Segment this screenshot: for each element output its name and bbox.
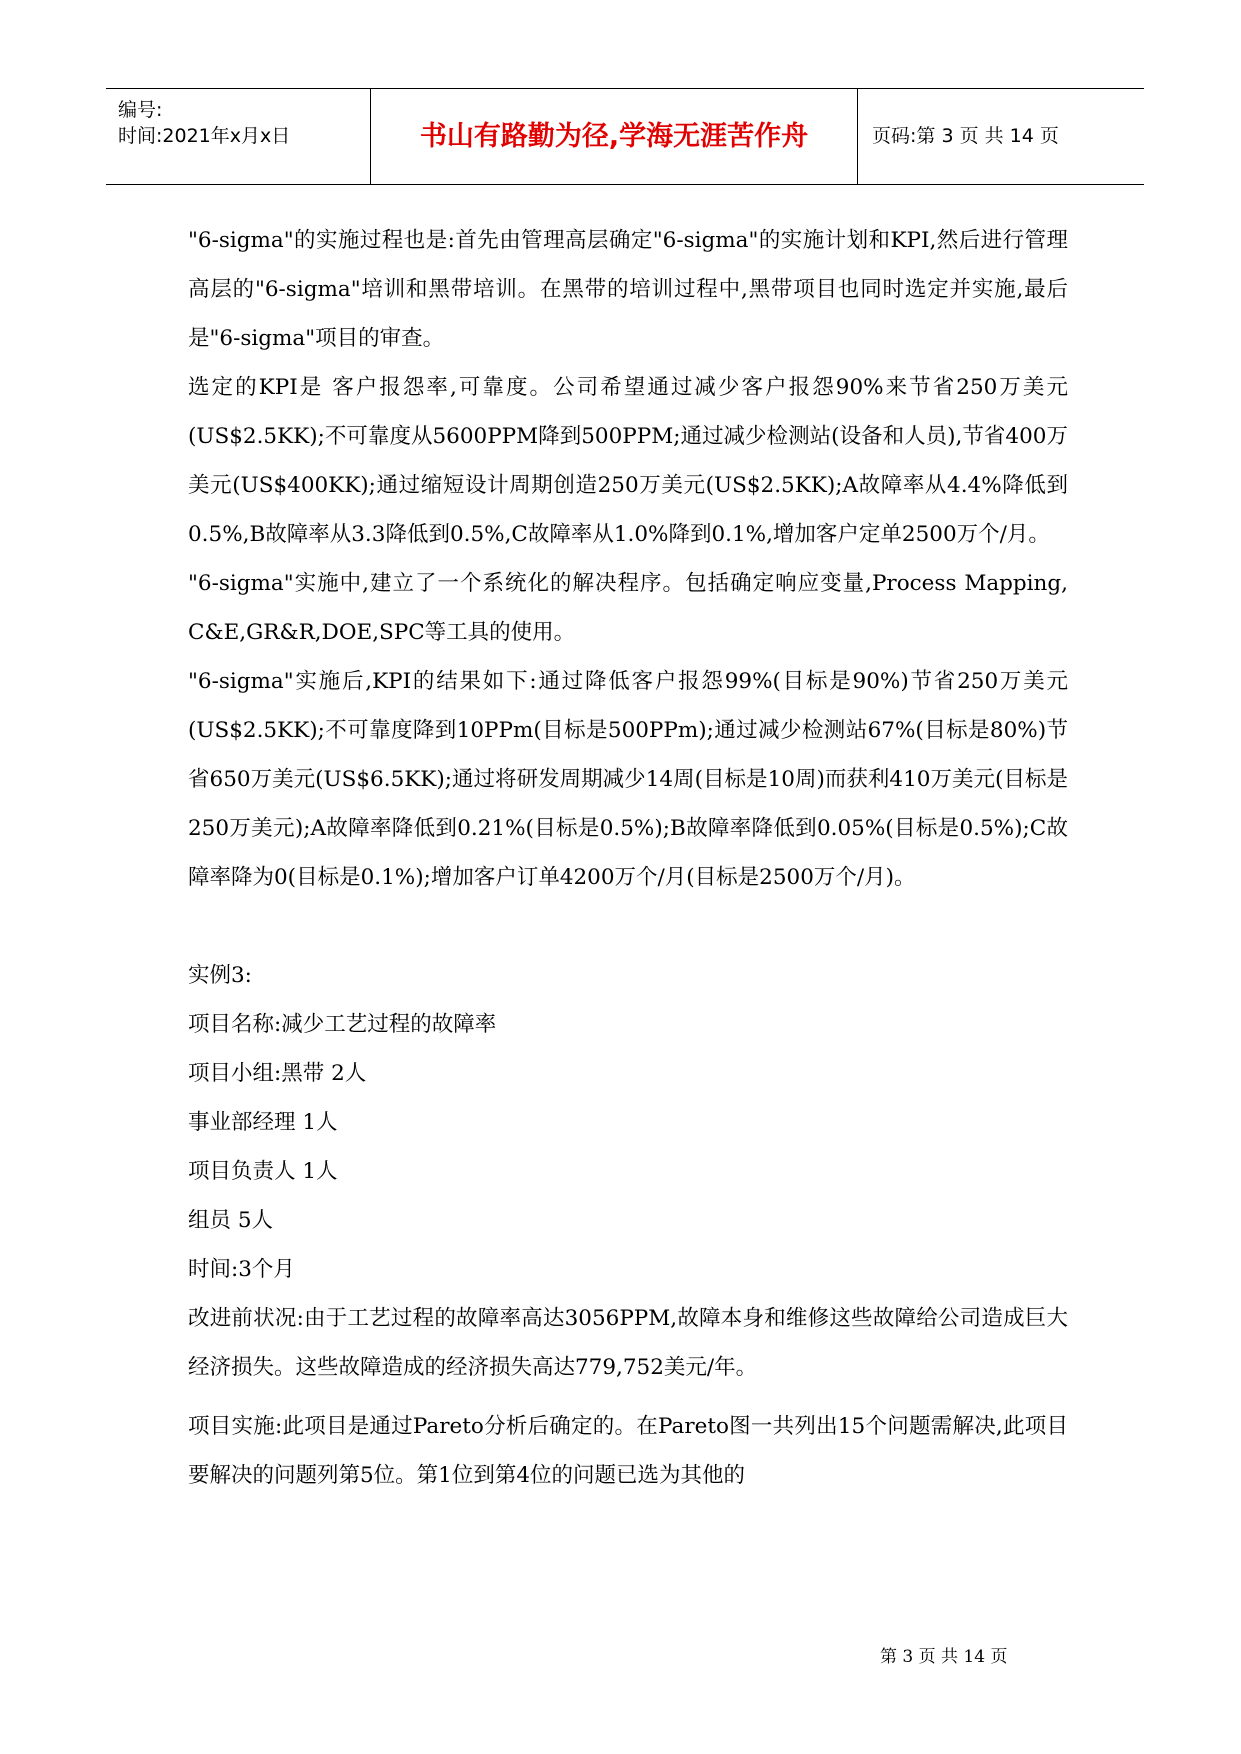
paragraph: "6-sigma"的实施过程也是:首先由管理高层确定"6-sigma"的实施计划和KPI,然后进行管理高层的"6-sigma"培训和黑带培训。在黑带的培训过程中,黑带项目也同时选定并实施,最后是"6-sigma"项目的审查。 bbox=[188, 228, 1068, 351]
example-line: 事业部经理 1人 bbox=[188, 1110, 338, 1135]
paragraph: "6-sigma"实施中,建立了一个系统化的解决程序。包括确定响应变量,Process Mapping, C&E,GR&R,DOE,SPC等工具的使用。 bbox=[188, 571, 1068, 645]
example-line: 时间:3个月 bbox=[188, 1257, 295, 1282]
example-implementation: 项目实施:此项目是通过Pareto分析后确定的。在Pareto图一共列出15个问题需解决,此项目要解决的问题列第5位。第1位到第4位的问题已选为其他的 bbox=[188, 1414, 1068, 1488]
example-line: 项目小组:黑带 2人 bbox=[188, 1061, 367, 1086]
example-line: 项目负责人 1人 bbox=[188, 1159, 338, 1184]
spacer bbox=[188, 1392, 1068, 1402]
header-page-label: 页码:第 3 页 共 14 页 bbox=[872, 125, 1059, 147]
paragraph: "6-sigma"实施后,KPI的结果如下:通过降低客户报怨99%(目标是90%)节省250万美元(US$2.5KK);不可靠度降到10PPm(目标是500PPm);通过减少检测站67%(目标是80%)节省650万美元(US$6.5KK);通过将研发周期减少14周(目标是10周)而获利410万美元(目标是250万美元);A故障率降低到0.21%(目标是0.5%);B故障率降低到0.05%(目标是0.5%);C故障率降为0(目标是0.1%);增加客户订单4200万个/月(目标是2500万个/月)。 bbox=[188, 669, 1068, 890]
spacer bbox=[188, 902, 1068, 951]
page-footer: 第 3 页 共 14 页 bbox=[880, 1647, 1008, 1667]
date-label: 时间:2021年x月x日 bbox=[118, 125, 291, 147]
header-motto: 书山有路勤为径,学海无涯苦作舟 bbox=[370, 89, 858, 184]
document-body bbox=[188, 216, 1068, 1500]
example-line: 项目名称:减少工艺过程的故障率 bbox=[188, 1012, 497, 1037]
page-header bbox=[106, 88, 1144, 185]
example-line: 组员 5人 bbox=[188, 1208, 274, 1233]
example-title: 实例3: bbox=[188, 963, 252, 988]
example-line: 改进前状况:由于工艺过程的故障率高达3056PPM,故障本身和维修这些故障给公司造成巨大经济损失。这些故障造成的经济损失高达779,752美元/年。 bbox=[188, 1306, 1068, 1380]
paragraph: 选定的KPI是 客户报怨率,可靠度。公司希望通过减少客户报怨90%来节省250万美元(US$2.5KK);不可靠度从5600PPM降到500PPM;通过减少检测站(设备和人员),节省400万美元(US$400KK);通过缩短设计周期创造250万美元(US$2.5KK);A故障率从4.4%降低到0.5%,B故障率从3.3降低到0.5%,C故障率从1.0%降到0.1%,增加客户定单2500万个/月。 bbox=[188, 375, 1068, 547]
serial-label: 编号: bbox=[118, 99, 163, 121]
header-meta bbox=[106, 89, 370, 184]
